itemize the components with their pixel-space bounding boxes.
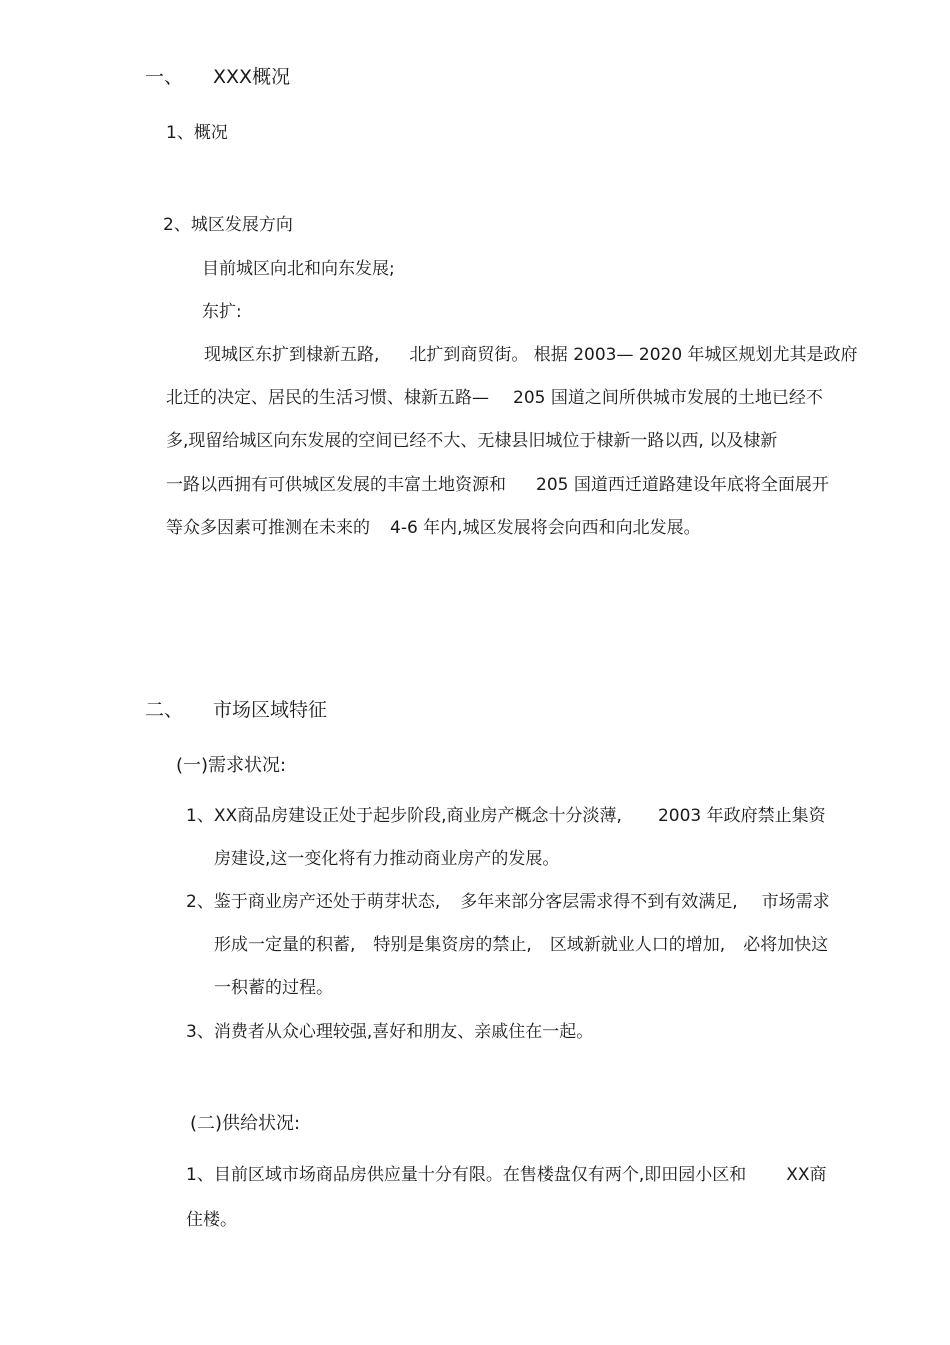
text-segment: 消费者从众心理较强,喜好和朋友、亲戚住在一起。 bbox=[213, 1022, 594, 1042]
text-segment: 2003 年政府禁止集资 bbox=[657, 806, 826, 826]
list-item-continuation bbox=[214, 848, 559, 870]
demand-heading: (一)需求状况: bbox=[176, 755, 287, 776]
text-segment: 必将加快这 bbox=[743, 935, 829, 955]
text-segment: 4-6 年内,城区发展将会向西和向北发展。 bbox=[390, 518, 701, 538]
supply-heading: (二)供给状况: bbox=[190, 1113, 301, 1134]
paragraph-direction: 目前城区向北和向东发展; bbox=[202, 259, 395, 279]
list-number: 3、 bbox=[186, 1022, 214, 1042]
text-segment: 多,现留给城区向东发展的空间已经不大、无棣县旧城位于棣新一路以西, 以及棣新 bbox=[166, 431, 778, 451]
text-segment: 205 国道西迁道路建设年底将全面展开 bbox=[536, 475, 829, 495]
text-segment: 区域新就业人口的增加, bbox=[549, 935, 726, 955]
section-2-number: 二、 bbox=[145, 699, 184, 721]
text-segment: 等众多因素可推测在未来的 bbox=[166, 518, 370, 538]
text-segment: 市场需求 bbox=[761, 892, 830, 912]
section-2-heading bbox=[145, 699, 327, 721]
paragraph-line bbox=[166, 474, 829, 496]
text-segment: 北扩到商贸街。 根据 2003— 2020 年城区规划尤其是政府 bbox=[409, 345, 858, 365]
subheading-development-direction: 2、城区发展方向 bbox=[163, 215, 293, 235]
list-number: 1、 bbox=[186, 806, 214, 826]
list-item bbox=[186, 1021, 593, 1043]
text-segment: 形成一定量的积蓄, bbox=[214, 935, 356, 955]
section-1-title: XXX概况 bbox=[213, 66, 291, 88]
paragraph-line bbox=[166, 517, 701, 539]
subheading-overview: 1、概况 bbox=[166, 123, 228, 143]
list-item bbox=[186, 1164, 827, 1186]
paragraph-line bbox=[204, 344, 858, 366]
list-item-continuation bbox=[214, 977, 333, 999]
text-segment: 205 国道之间所供城市发展的土地已经不 bbox=[513, 388, 823, 408]
paragraph-line bbox=[166, 430, 777, 452]
text-segment: 一积蓄的过程。 bbox=[214, 978, 333, 998]
paragraph-east-expansion: 东扩: bbox=[202, 302, 242, 322]
text-segment: XX商品房建设正处于起步阶段,商业房产概念十分淡薄, bbox=[213, 806, 622, 826]
text-segment: XX商 bbox=[786, 1165, 827, 1185]
list-number: 1、 bbox=[186, 1165, 214, 1185]
paragraph-line bbox=[166, 387, 823, 409]
text-segment: 一路以西拥有可供城区发展的丰富土地资源和 bbox=[166, 475, 506, 495]
text-segment: 多年来部分客层需求得不到有效满足, bbox=[460, 892, 738, 912]
section-1-number: 一、 bbox=[145, 66, 184, 88]
list-item-continuation bbox=[186, 1209, 237, 1231]
list-item bbox=[186, 891, 830, 913]
text-segment: 目前区域市场商品房供应量十分有限。在售楼盘仅有两个,即田园小区和 bbox=[213, 1165, 747, 1185]
list-item-continuation bbox=[214, 934, 828, 956]
text-segment: 现城区东扩到棣新五路, bbox=[204, 345, 380, 365]
text-segment: 特别是集资房的禁止, bbox=[373, 935, 532, 955]
section-2-title: 市场区域特征 bbox=[213, 699, 328, 721]
list-item bbox=[186, 805, 826, 827]
text-segment: 住楼。 bbox=[186, 1210, 237, 1230]
section-1-heading bbox=[145, 66, 290, 88]
text-segment: 北迁的决定、居民的生活习惯、棣新五路— bbox=[166, 388, 489, 408]
list-number: 2、 bbox=[186, 892, 214, 912]
text-segment: 鉴于商业房产还处于萌芽状态, bbox=[213, 892, 441, 912]
text-segment: 房建设,这一变化将有力推动商业房产的发展。 bbox=[214, 849, 560, 869]
